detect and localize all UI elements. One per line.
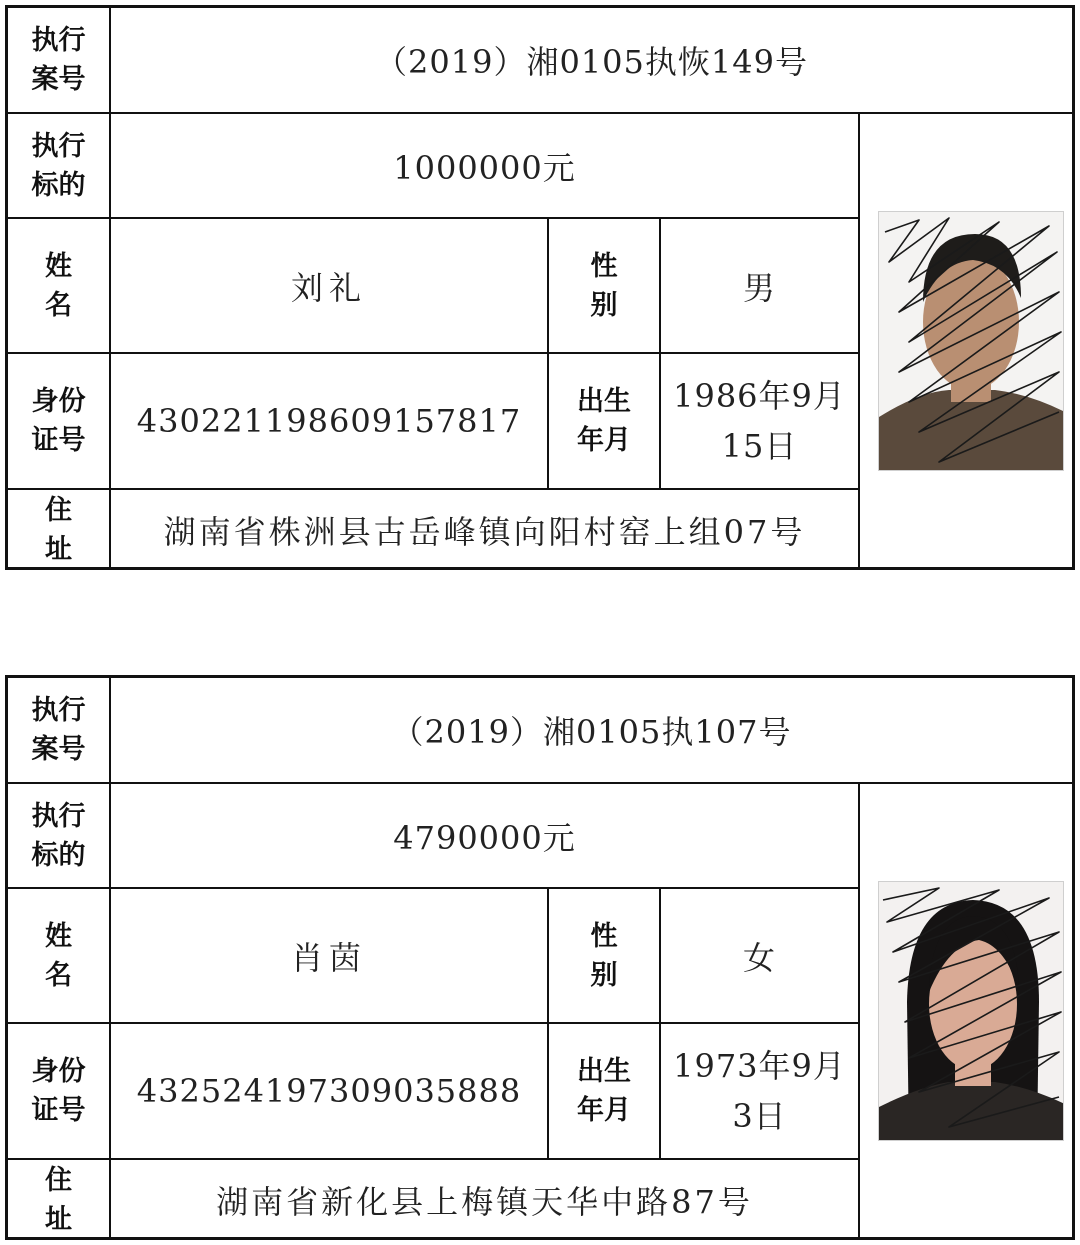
birth-label: 出生 年月 (577, 386, 631, 456)
birth-value: 1986年9月 15日 (673, 377, 846, 465)
id-number-value: 430221198609157817 (136, 402, 522, 440)
amount-label: 执行 标的 (31, 800, 86, 871)
id-number-label: 身份 证号 (31, 1056, 86, 1126)
name-value: 肖茵 (290, 938, 367, 977)
portrait-photo (878, 211, 1064, 471)
portrait-image (879, 882, 1064, 1141)
address-value: 湖南省株洲县古岳峰镇向阳村窑上组07号 (163, 513, 806, 551)
birth-value: 1973年9月 3日 (673, 1047, 846, 1135)
portrait-image (879, 212, 1064, 471)
name-label: 姓 名 (45, 250, 72, 321)
amount-label: 执行 标的 (31, 130, 86, 201)
gender-value: 女 (742, 938, 776, 977)
id-number-label: 身份 证号 (31, 386, 86, 456)
id-number-value: 432524197309035888 (136, 1072, 522, 1110)
name-label: 姓 名 (45, 920, 72, 991)
portrait-shirt (879, 390, 1064, 471)
gender-label: 性 别 (590, 920, 618, 991)
address-value: 湖南省新化县上梅镇天华中路87号 (216, 1183, 753, 1221)
name-value: 刘礼 (290, 268, 367, 307)
gender-value: 男 (742, 268, 776, 307)
grid-line (858, 783, 860, 1240)
case-number-value: （2019）湘0105执恢149号 (375, 43, 808, 81)
gender-label: 性 别 (590, 250, 618, 321)
grid-line (858, 113, 860, 570)
portrait-neck (951, 372, 991, 402)
record-2 (5, 675, 1075, 1240)
case-number-value: （2019）湘0105执107号 (391, 713, 792, 751)
address-label: 住 址 (45, 495, 72, 565)
amount-value: 1000000元 (393, 148, 576, 187)
birth-label: 出生 年月 (577, 1056, 631, 1126)
address-label: 住 址 (45, 1165, 72, 1235)
record-1 (5, 5, 1075, 570)
case-number-label: 执行 案号 (31, 695, 86, 765)
amount-value: 4790000元 (393, 818, 576, 857)
portrait-photo (878, 881, 1064, 1141)
case-number-label: 执行 案号 (31, 25, 86, 95)
